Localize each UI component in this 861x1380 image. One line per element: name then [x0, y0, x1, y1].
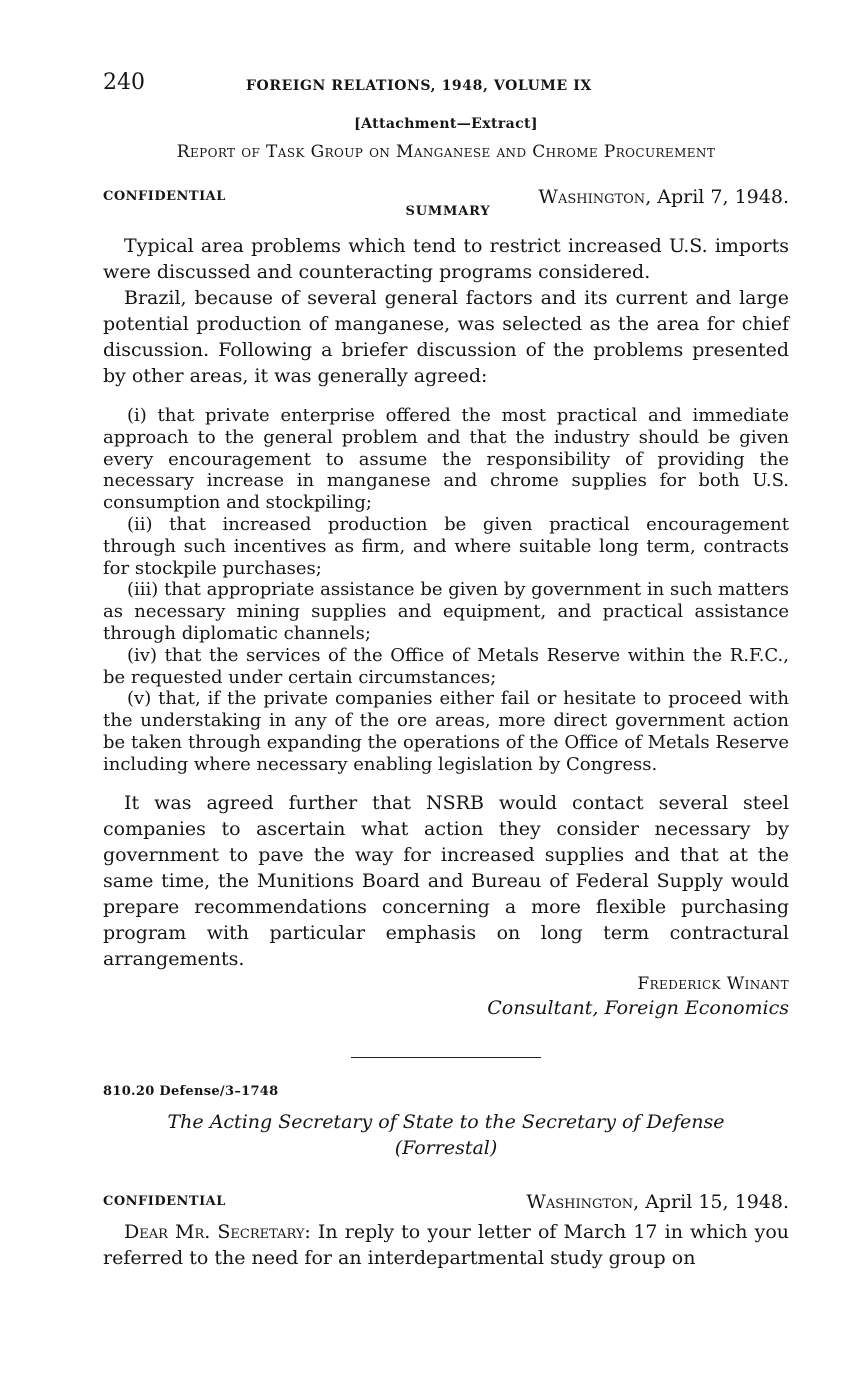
- classification-label: CONFIDENTIAL: [103, 189, 226, 204]
- list-item: (iv) that the services of the Office of Metals Reserve within the R.F.C., be requested under certain circumstances;: [103, 644, 789, 688]
- document-heading-line-1: The Acting Secretary of State to the Secretary of Defense: [167, 1110, 725, 1133]
- document-page: [103, 70, 789, 1271]
- list-item: (ii) that increased production be given practical encouragement through such incentives as firm, and where suitable long term, contracts for stockpile purchases;: [103, 513, 789, 579]
- summary-paragraph-1: Typical area problems which tend to restrict increased U.S. imports were discussed and counteracting programs considered.: [103, 235, 789, 283]
- document-heading: [103, 1109, 789, 1161]
- letter-dateline: [103, 1185, 789, 1215]
- list-item: (i) that private enterprise offered the most practical and immediate approach to the general problem and that the industry should be given every encouragement to assume the responsibility of providing the necessary increase in manganese and chrome supplies for both U.S. consumption and stockpiling;: [103, 405, 789, 514]
- list-item: (iii) that appropriate assistance be given by government in such matters as necessary mining supplies and equipment, and practical assistance through diplomatic channels;: [103, 579, 789, 644]
- list-item: (v) that, if the private companies either fail or hesitate to proceed with the understaking in any of the ore areas, more direct government action be taken through expanding the operations of the Office of Metals Reserve including where necessary enabling legislation by Congress.: [103, 688, 789, 775]
- letter-place: Washington: [526, 1190, 634, 1213]
- running-head: [103, 70, 789, 104]
- agreement-list: [103, 405, 789, 776]
- letter-date-text: , April 15, 1948.: [633, 1190, 789, 1213]
- signature-title-rest: , Foreign Economics: [592, 996, 789, 1019]
- summary-paragraph-2: Brazil, because of several general factors and its current and large potential production of manganese, was selected as the area for chief discussion. Following a briefer discussion of the problems presented by other areas, it was generally agreed:: [103, 287, 789, 387]
- signature-title: [103, 997, 789, 1019]
- letter-opening: [103, 1219, 789, 1271]
- document-heading-line-2: (Forrestal): [394, 1136, 498, 1159]
- closing-paragraph: It was agreed further that NSRB would contact several steel companies to ascertain what action they consider necessary by government to pave the way for increased supplies and that at the same time, the Munitions Board and Bureau of Federal Supply would prepare recommendations concerning a more flexible purchasing program with particular emphasis on long term contractural arrangements.: [103, 791, 789, 970]
- signature-name: Frederick Winant: [637, 973, 789, 994]
- file-number: 810.20 Defense/3–1748: [103, 1083, 279, 1099]
- summary-heading: SUMMARY: [405, 204, 491, 219]
- page-number: 240: [103, 70, 145, 95]
- salutation: Dear Mr. Secretary:: [124, 1220, 311, 1243]
- letter-opening-text: In reply to your letter of March 17 in which you referred to the need for an interdepartmental study group on: [103, 1220, 789, 1269]
- letter-date: [526, 1191, 789, 1213]
- journal-title: FOREIGN RELATIONS, 1948, VOLUME IX: [246, 78, 592, 94]
- spacer: [103, 776, 789, 790]
- report-date-text: , April 7, 1948.: [645, 186, 789, 208]
- signature-title-italic: Consultant: [487, 996, 593, 1019]
- report-date: [538, 186, 789, 208]
- letter-classification: CONFIDENTIAL: [103, 1193, 226, 1209]
- report-title: Report of Task Group on Manganese and Chrome Procurement: [176, 142, 716, 162]
- section-divider: [351, 1057, 541, 1058]
- report-place: Washington: [538, 186, 646, 208]
- report-dateline: [103, 180, 789, 210]
- attachment-label: [Attachment—Extract]: [354, 116, 538, 132]
